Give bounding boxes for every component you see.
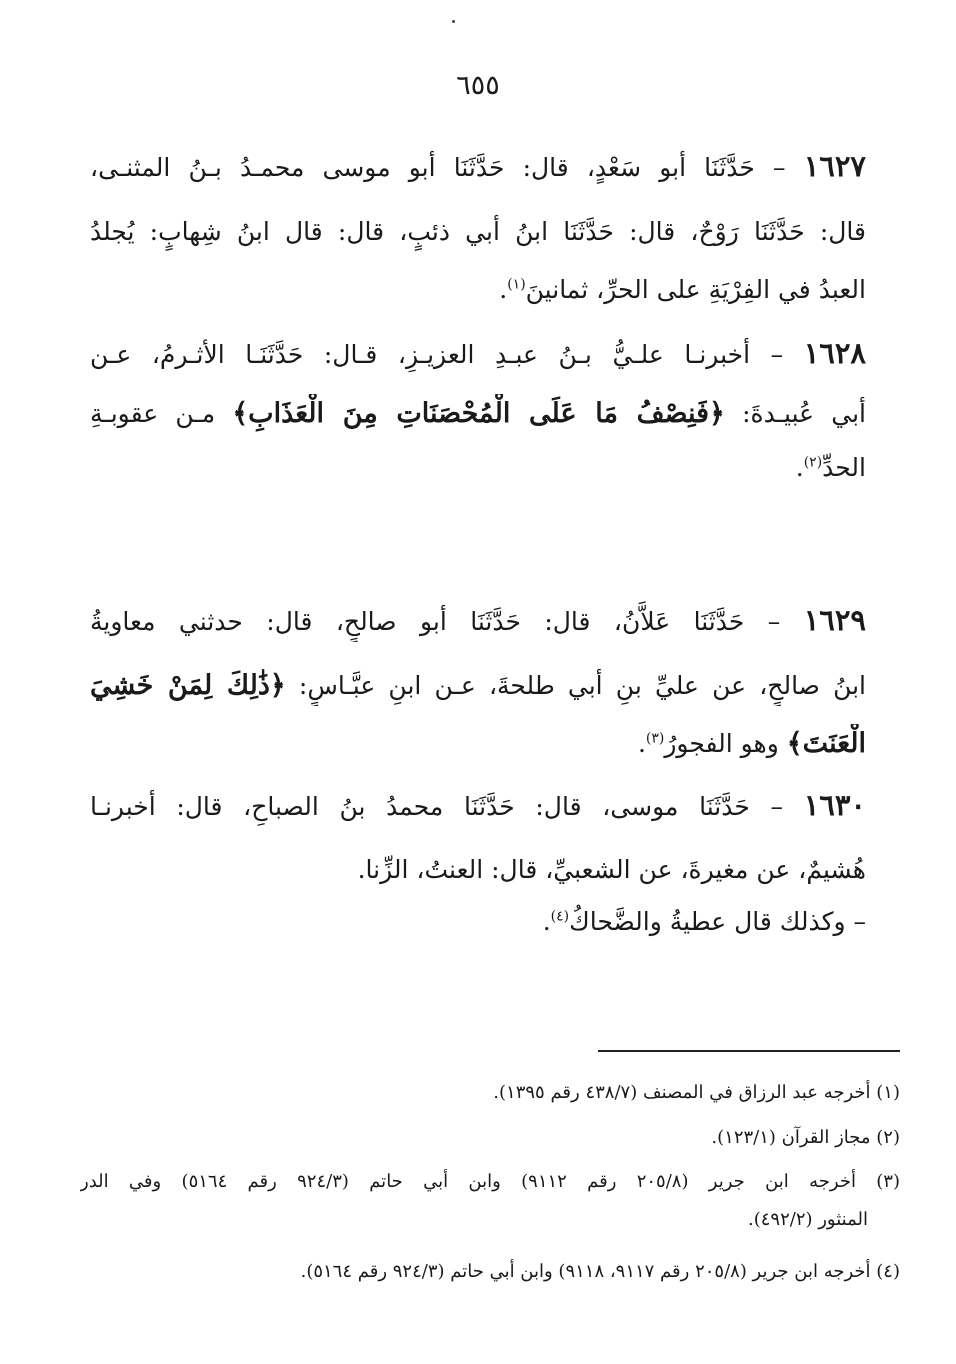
entry-number: ١٦٣٠ <box>803 788 866 822</box>
entry-text: وهو الفجورُ <box>664 729 779 758</box>
entry-text: – أخبرنـا علـيُّ بـنُ عبـدِ العزيـزِ، قـال: حَدَّثَنَـا الأثـرمُ، عـن <box>90 340 784 369</box>
footnote-marker: (١) <box>507 276 526 293</box>
footnote-marker: (٤) <box>550 908 570 925</box>
entry-1627-line-3 <box>90 270 866 310</box>
entry-text: . <box>637 729 646 758</box>
entry-text: . <box>499 275 508 304</box>
quran-verse: الْعَنَتَ﴾ <box>786 728 866 759</box>
entry-text: – حَدَّثَنَا موسى، قال: حَدَّثَنَا محمدُ بنُ الصباحِ، قال: أخبرنـا <box>90 792 783 821</box>
entry-1629-line-2 <box>90 666 866 706</box>
entry-text: . <box>795 453 804 482</box>
entry-1630-line-3 <box>90 902 866 942</box>
entry-1628-line-2 <box>90 394 866 434</box>
footnote-2: (٢) مجاز القرآن (١٢٣/١). <box>711 1127 900 1148</box>
entry-text: – حَدَّثَنَا أبو سَعْدٍ، قال: حَدَّثَنَا أبو موسى محمـدُ بـنُ المثنـى، <box>90 153 786 182</box>
entry-1628-line-1 <box>90 333 866 375</box>
quran-verse: ﴿فَنِصْفُ مَا عَلَى الْمُحْصَنَاتِ مِنَ الْعَذَابِ﴾ <box>232 398 725 429</box>
quran-verse: ﴿ذَٰلِكَ لِمَنْ خَشِيَ <box>90 670 286 701</box>
scan-dot <box>452 20 455 23</box>
entry-text: مـن عقوبـةِ <box>90 399 216 428</box>
entry-text: الحدِّ <box>822 453 866 482</box>
footnote-4: (٤) أخرجه ابن جرير (٢٠٥/٨ رقم ٩١١٧، ٩١١٨) وابن أبي حاتم (٩٢٤/٣ رقم ٥١٦٤). <box>300 1261 900 1282</box>
entry-text: – حَدَّثَنَا عَلاَّنُ، قال: حَدَّثَنَا أبو صالحٍ، قال: حدثني معاويةُ <box>90 607 781 636</box>
entry-text: هُشيمٌ، عن مغيرةَ، عن الشعبيِّ، قال: العنتُ، الزِّنا. <box>357 855 866 884</box>
entry-1627-line-1 <box>90 146 866 188</box>
footnote-1: (١) أخرجه عبد الرزاق في المصنف (٤٣٨/٧ رقم ١٣٩٥). <box>493 1082 900 1103</box>
entry-text: قال: حَدَّثَنَا رَوْحٌ، قال: حَدَّثَنَا ابنُ أبي ذئبٍ، قال: قال ابنُ شِهابٍ: يُجلدُ <box>90 217 866 246</box>
entry-1629-line-3 <box>90 724 866 764</box>
entry-text: – وكذلك قال عطيةُ والضَّحاكُ <box>569 907 866 936</box>
entry-number: ١٦٢٧ <box>803 149 866 183</box>
entry-1630-line-1 <box>90 785 866 827</box>
page-number: ٦٥٥ <box>456 70 500 101</box>
entry-number: ١٦٢٩ <box>803 603 866 637</box>
footnote-3-continued: المنثور (٤٩٢/٢). <box>748 1209 868 1230</box>
footnote-separator <box>598 1050 900 1052</box>
entry-number: ١٦٢٨ <box>803 336 866 370</box>
entry-text: أبي عُبيـدةَ: <box>742 399 866 428</box>
entry-text: العبدُ في الفِرْيَةِ على الحرِّ، ثمانينَ <box>525 275 866 304</box>
entry-1628-line-3 <box>90 448 866 488</box>
footnote-marker: (٢) <box>803 454 823 471</box>
entry-text: . <box>542 907 551 936</box>
footnote-marker: (٣) <box>645 730 665 747</box>
footnote-3: (٣) أخرجه ابن جرير (٢٠٥/٨ رقم ٩١١٢) وابن أبي حاتم (٩٢٤/٣ رقم ٥١٦٤) وفي الدر <box>80 1171 900 1192</box>
entry-1630-line-2 <box>90 850 866 890</box>
entry-1629-line-1 <box>90 600 866 642</box>
entry-text: ابنُ صالحٍ، عن عليِّ بنِ أبي طلحةَ، عـن ابنِ عبَّـاسٍ: <box>298 671 866 700</box>
entry-1627-line-2 <box>90 212 866 252</box>
